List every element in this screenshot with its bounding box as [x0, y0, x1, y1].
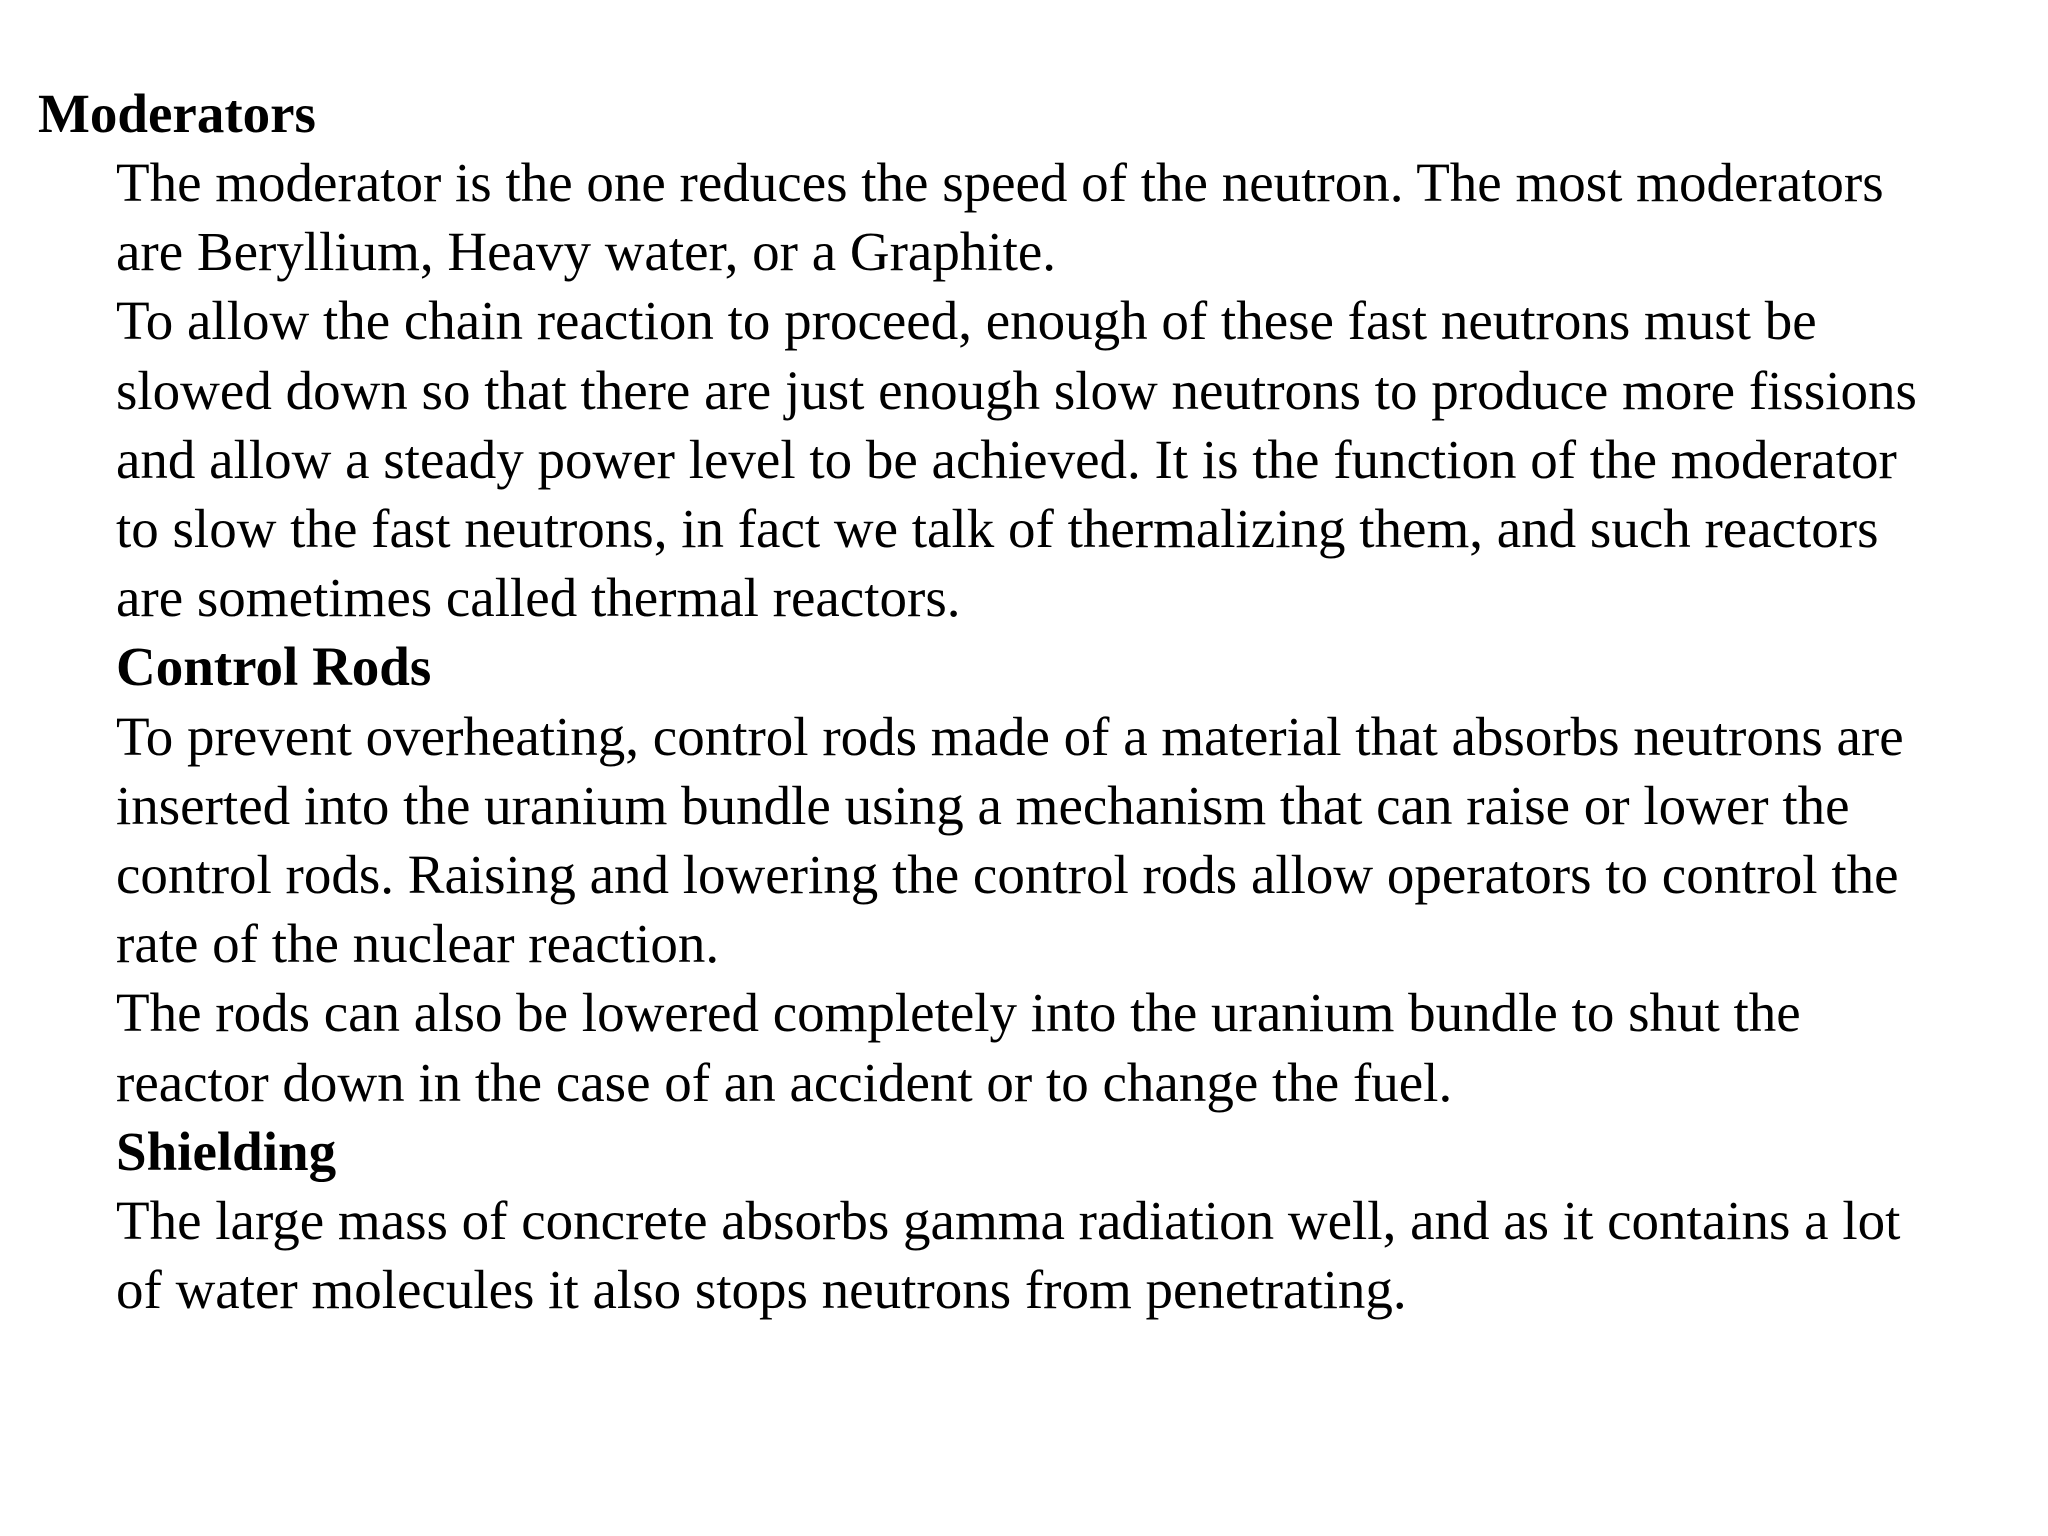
text-line: The rods can also be lowered completely into the uranium bundle to shut the — [116, 982, 1801, 1044]
text-line: To prevent overheating, control rods made of a material that absorbs neutrons are — [116, 705, 1904, 767]
text-line: reactor down in the case of an accident or to change the fuel. — [116, 1051, 1453, 1113]
document-body — [116, 148, 2016, 1324]
text-line: inserted into the uranium bundle using a mechanism that can raise or lower the — [116, 774, 1850, 836]
text-line: and allow a steady power level to be achieved. It is the function of the moderator — [116, 428, 1897, 490]
text-line: to slow the fast neutrons, in fact we talk of thermalizing them, and such reactors — [116, 498, 1879, 560]
text-line: are Beryllium, Heavy water, or a Graphite. — [116, 221, 1057, 283]
shielding-paragraph-1 — [116, 1186, 2016, 1324]
text-line: slowed down so that there are just enough slow neutrons to produce more fissions — [116, 359, 1917, 421]
control-rods-paragraph-1 — [116, 702, 2016, 979]
text-line: are sometimes called thermal reactors. — [116, 567, 961, 629]
text-line: To allow the chain reaction to proceed, enough of these fast neutrons must be — [116, 290, 1817, 352]
text-line: of water molecules it also stops neutrons from penetrating. — [116, 1259, 1407, 1321]
text-line: The large mass of concrete absorbs gamma radiation well, and as it contains a lot — [116, 1190, 1901, 1252]
shielding-heading: Shielding — [116, 1120, 337, 1182]
moderators-paragraph-1 — [116, 148, 2016, 286]
moderators-heading: Moderators — [38, 83, 316, 144]
text-line: The moderator is the one reduces the speed of the neutron. The most moderators — [116, 152, 1884, 213]
text-line: control rods. Raising and lowering the control rods allow operators to control the — [116, 844, 1899, 906]
control-rods-heading: Control Rods — [116, 636, 432, 698]
text-line: rate of the nuclear reaction. — [116, 913, 720, 975]
moderators-paragraph-2 — [116, 286, 2016, 632]
control-rods-paragraph-2 — [116, 978, 2016, 1116]
